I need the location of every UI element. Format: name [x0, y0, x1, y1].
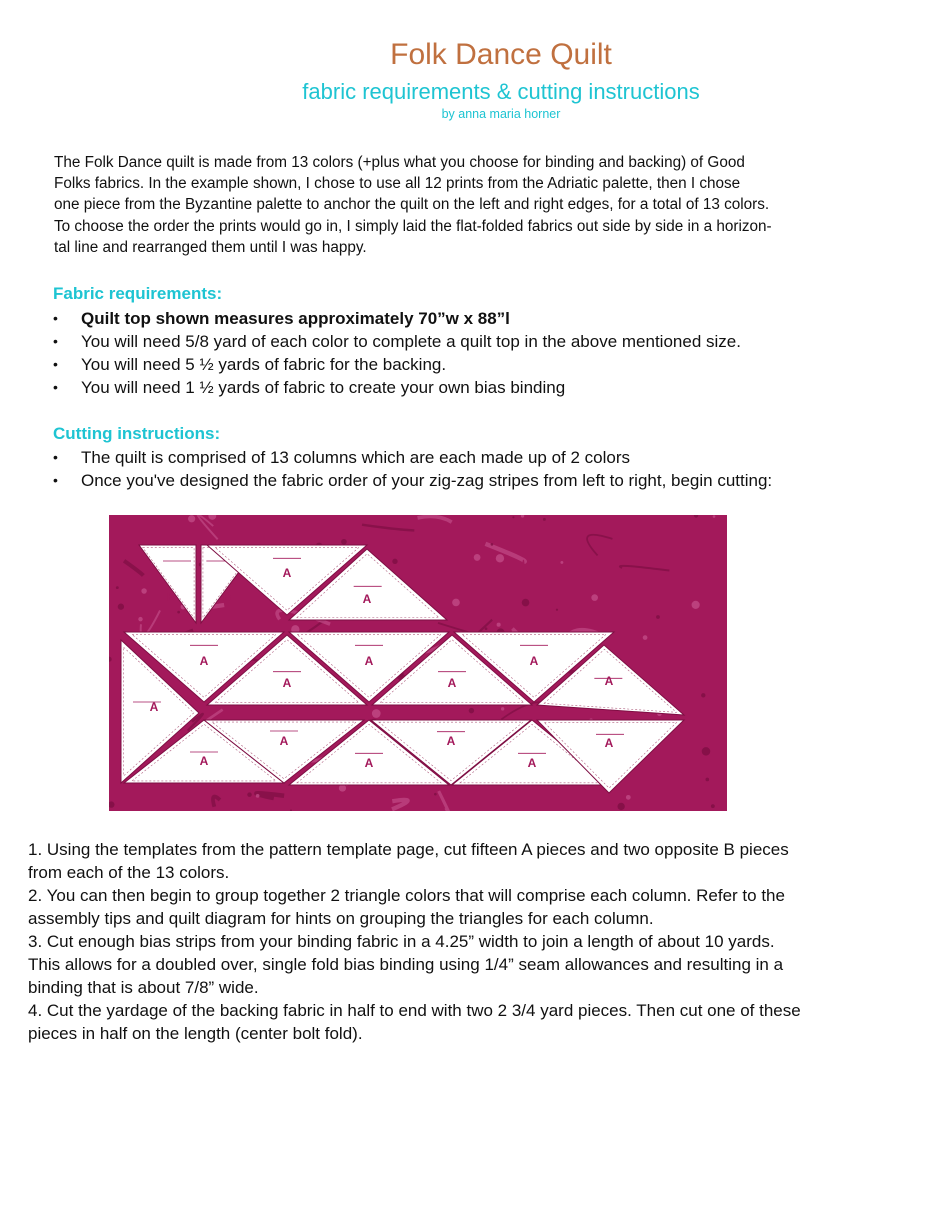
fabric-dot: [434, 793, 437, 796]
piece-label: A: [604, 736, 614, 750]
fabric-requirements-heading: Fabric requirements:: [53, 284, 223, 303]
fabric-dot: [706, 778, 710, 782]
fabric-dot: [188, 515, 195, 522]
fabric-dot: [474, 554, 481, 561]
fabric-dot: [247, 792, 251, 796]
fabric-dot: [138, 617, 142, 621]
piece-label: A: [527, 756, 537, 770]
piece-label: A: [282, 676, 292, 690]
list-item-text: Once you've designed the fabric order of your zig-zag stripes from left to right, begin cutting:: [81, 471, 773, 490]
piece-label: A: [282, 566, 292, 580]
piece-label: A: [447, 676, 457, 690]
fabric-dot: [543, 518, 546, 521]
intro-line: To choose the order the prints would go in, I simply laid the flat-folded fabrics out side by side in a horizon-: [54, 217, 772, 235]
fabric-dot: [560, 561, 563, 564]
piece-label: A: [199, 654, 209, 668]
bullet-icon: •: [53, 472, 58, 488]
fabric-dot: [512, 516, 514, 518]
list-item-text: You will need 5/8 yard of each color to complete a quilt top in the above mentioned size.: [81, 332, 741, 351]
fabric-dot: [617, 803, 624, 810]
fabric-dot: [256, 794, 260, 798]
fabric-dot: [702, 747, 711, 756]
step-line: 2. You can then begin to group together 2 triangle colors that will comprise each column. Refer to the: [28, 886, 785, 905]
step-line: pieces in half on the length (center bolt fold).: [28, 1024, 363, 1043]
intro-line: tal line and rearranged them until I was happy.: [54, 238, 367, 256]
piece-label: A: [199, 754, 209, 768]
fabric-dot: [522, 599, 530, 607]
fabric-requirements-list: [53, 307, 741, 399]
list-item-text: You will need 1 ½ yards of fabric to create your own bias binding: [81, 378, 566, 397]
fabric-dot: [656, 615, 660, 619]
step-line: from each of the 13 colors.: [28, 863, 230, 882]
fabric-dot: [141, 588, 146, 593]
piece-label: A: [604, 674, 614, 688]
list-item-text: Quilt top shown measures approximately 70”w x 88”l: [81, 309, 510, 328]
piece-label: A: [364, 654, 374, 668]
step-line: 4. Cut the yardage of the backing fabric in half to end with two 2 3/4 yard pieces. Then cut one of these: [28, 1001, 801, 1020]
fabric-dot: [485, 627, 488, 630]
cutting-steps: [28, 838, 928, 1045]
cutting-layout-figure: [109, 515, 727, 811]
fabric-dot: [496, 554, 504, 562]
step-line: 1. Using the templates from the pattern template page, cut fifteen A pieces and two opposite B pieces: [28, 840, 789, 859]
list-item: [53, 353, 741, 376]
list-item-text: The quilt is comprised of 13 columns which are each made up of 2 colors: [81, 448, 630, 467]
cutting-instructions-list: [53, 446, 772, 492]
fabric-dot: [372, 709, 381, 718]
fabric-dot: [701, 693, 705, 697]
fabric-dot: [643, 635, 648, 640]
fabric-dot: [177, 611, 180, 614]
document-title: Folk Dance Quilt: [390, 38, 612, 71]
piece-label: A: [362, 592, 372, 606]
piece-label: A: [279, 734, 289, 748]
intro-line: one piece from the Byzantine palette to anchor the quilt on the left and right edges, for a total of 13 colors.: [54, 196, 770, 214]
piece-label: A: [364, 756, 374, 770]
fabric-dot: [591, 594, 598, 601]
list-item-text: You will need 5 ½ yards of fabric for the backing.: [81, 355, 447, 374]
step-line: 3. Cut enough bias strips from your binding fabric in a 4.25” width to join a length of about 10 yards.: [28, 932, 775, 951]
fabric-dot: [118, 604, 124, 610]
fabric-dot: [626, 795, 631, 800]
intro-paragraph: [54, 152, 874, 258]
step-line: This allows for a doubled over, single fold bias binding using 1/4” seam allowances and resulting in a: [28, 955, 784, 974]
fabric-dot: [469, 708, 474, 713]
step-line: assembly tips and quilt diagram for hints on grouping the triangles for each column.: [28, 909, 654, 928]
fabric-dot: [713, 515, 716, 518]
intro-line: Folks fabrics. In the example shown, I chose to use all 12 prints from the Adriatic palette, then I chose: [54, 175, 741, 193]
piece-label: A: [446, 734, 456, 748]
list-item: [53, 469, 772, 492]
step-line: binding that is about 7/8” wide.: [28, 978, 259, 997]
fabric-dot: [711, 804, 715, 808]
fabric-dot: [556, 609, 558, 611]
cutting-instructions-heading: Cutting instructions:: [53, 424, 221, 443]
bullet-icon: •: [53, 449, 58, 465]
fabric-dot: [501, 707, 504, 710]
fabric-dot: [491, 543, 494, 546]
bullet-icon: •: [53, 310, 58, 326]
cutting-layout-svg: [109, 515, 727, 811]
list-item: [53, 376, 741, 399]
list-item: [53, 446, 772, 469]
list-item: [53, 330, 741, 353]
fabric-dot: [341, 539, 347, 545]
fabric-dot: [116, 586, 119, 589]
bullet-icon: •: [53, 333, 58, 349]
fabric-dot: [692, 601, 700, 609]
piece-label: A: [529, 654, 539, 668]
fabric-dot: [497, 623, 501, 627]
author-byline: by anna maria horner: [441, 107, 561, 121]
piece-label: A: [149, 700, 159, 714]
document-subtitle: fabric requirements & cutting instructions: [302, 79, 700, 104]
fabric-dot: [452, 599, 460, 607]
intro-line: The Folk Dance quilt is made from 13 colors (+plus what you choose for binding and backing) of Good: [54, 154, 745, 171]
bullet-icon: •: [53, 356, 58, 372]
bullet-icon: •: [53, 379, 58, 395]
piece-label: B: [222, 590, 232, 604]
list-item: [53, 307, 741, 330]
piece-label: B: [166, 590, 176, 604]
fabric-dot: [392, 559, 397, 564]
